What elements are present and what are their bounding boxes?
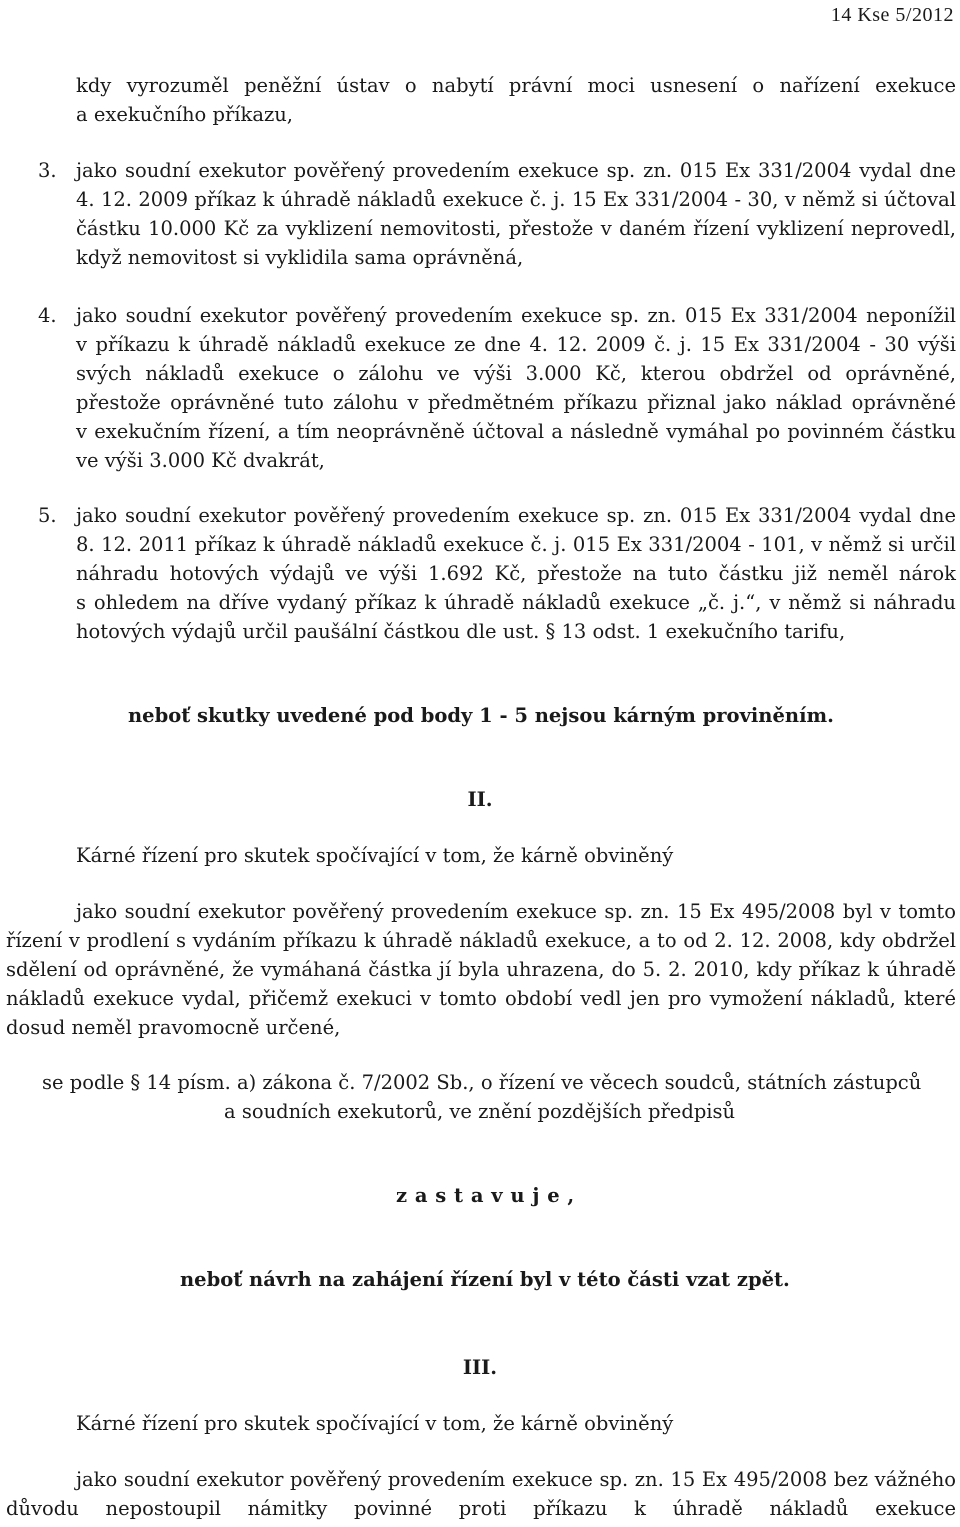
law-reference: a soudních exekutorů, ve znění pozdějších předpisů [224, 1100, 736, 1123]
paragraph-line: kdy vyrozuměl peněžní ústav o nabytí právní moci usnesení o nařízení exekuce [76, 74, 956, 97]
item-line: hotových výdajů určil paušální částkou dle ust. § 13 odst. 1 exekučního tarifu, [76, 620, 846, 643]
item-number: 4. [38, 304, 57, 327]
item-line: jako soudní exekutor pověřený provedením exekuce sp. zn. 015 Ex 331/2004 vydal dne [76, 159, 956, 182]
section-line: jako soudní exekutor pověřený provedením exekuce sp. zn. 15 Ex 495/2008 byl v tomto [76, 900, 956, 923]
item-line: 4. 12. 2009 příkaz k úhradě nákladů exekuce č. j. 15 Ex 331/2004 - 30, v němž si účtoval [76, 188, 956, 211]
verdict-reason: neboť návrh na zahájení řízení byl v této části vzat zpět. [180, 1268, 790, 1291]
item-line: když nemovitost si vyklidila sama oprávněná, [76, 246, 524, 269]
item-number: 5. [38, 504, 57, 527]
section-line: jako soudní exekutor pověřený provedením exekuce sp. zn. 15 Ex 495/2008 bez vážného [76, 1468, 956, 1491]
case-reference: 14 Kse 5/2012 [830, 4, 954, 26]
item-line: ve výši 3.000 Kč dvakrát, [76, 449, 325, 472]
section-line: nákladů exekuce vydal, přičemž exekuci v tomto období vedl jen pro vymožení nákladů, které [6, 987, 956, 1010]
item-line: v exekučním řízení, a tím neoprávněně účtoval a následně vymáhal po povinném částku [76, 420, 956, 443]
item-number: 3. [38, 159, 57, 182]
item-line: s ohledem na dříve vydaný příkaz k úhradě nákladů exekuce „č. j.“, v němž si náhradu [76, 591, 956, 614]
item-line: jako soudní exekutor pověřený provedením exekuce sp. zn. 015 Ex 331/2004 neponížil [76, 304, 956, 327]
item-line: jako soudní exekutor pověřený provedením exekuce sp. zn. 015 Ex 331/2004 vydal dne [76, 504, 956, 527]
item-line: 8. 12. 2011 příkaz k úhradě nákladů exekuce č. j. 015 Ex 331/2004 - 101, v němž si určil [76, 533, 956, 556]
item-line: svých nákladů exekuce o zálohu ve výši 3.000 Kč, kterou obdržel od oprávněné, [76, 362, 956, 385]
section-heading: III. [462, 1356, 498, 1379]
item-line: náhradu hotových výdajů ve výši 1.692 Kč, přestože na tuto částku již neměl nárok [76, 562, 956, 585]
law-reference: se podle § 14 písm. a) zákona č. 7/2002 Sb., o řízení ve věcech soudců, státních zástupců [42, 1071, 922, 1094]
section-heading: II. [467, 788, 493, 811]
item-line: v příkazu k úhradě nákladů exekuce ze dne 4. 12. 2009 č. j. 15 Ex 331/2004 - 30 výši [76, 333, 956, 356]
verdict-text: z a s t a v u j e , [396, 1184, 575, 1207]
section-line: dosud neměl pravomocně určené, [6, 1016, 341, 1039]
section-line: řízení v prodlení s vydáním příkazu k úhradě nákladů exekuce, a to od 2. 12. 2008, kdy obdržel [6, 929, 956, 952]
item-line: přestože oprávněné tuto zálohu v předmětném příkazu přiznal jako náklad oprávněné [76, 391, 956, 414]
section-intro: Kárné řízení pro skutek spočívající v tom, že kárně obviněný [76, 1412, 674, 1435]
conclusion-text: neboť skutky uvedené pod body 1 - 5 nejsou kárným proviněním. [128, 704, 834, 727]
paragraph-line: a exekučního příkazu, [76, 103, 294, 126]
section-line: důvodu nepostoupil námitky povinné proti příkazu k úhradě nákladů exekuce [6, 1497, 956, 1520]
section-intro: Kárné řízení pro skutek spočívající v tom, že kárně obviněný [76, 844, 674, 867]
section-line: sdělení od oprávněné, že vymáhaná částka jí byla uhrazena, do 5. 2. 2010, kdy příkaz k úhradě [6, 958, 956, 981]
item-line: částku 10.000 Kč za vyklizení nemovitosti, přestože v daném řízení vyklizení neprovedl, [76, 217, 956, 240]
